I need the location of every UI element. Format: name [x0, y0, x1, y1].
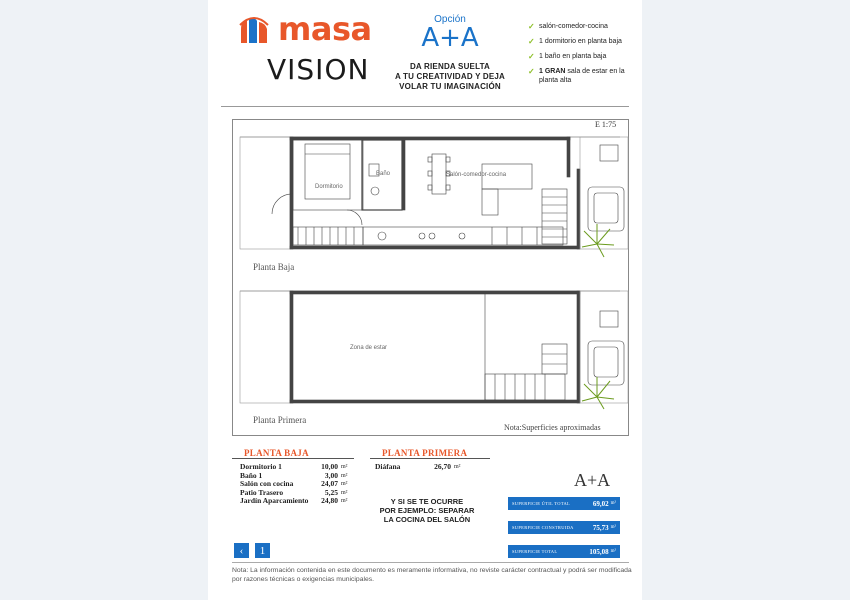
table-row: Dormitorio 1 10,00 m²	[240, 462, 348, 471]
surfaces-note: Nota:Superficies aproximadas	[504, 423, 601, 432]
first-floor-title: PLANTA PRIMERA	[382, 448, 468, 458]
tagline-line: A TU CREATIVIDAD Y DEJA	[394, 72, 506, 81]
callout-text	[372, 497, 482, 524]
footer-divider	[232, 562, 629, 563]
summary-option-code: A+A	[574, 470, 611, 490]
total-area-box: SUPERFICIE TOTAL 105,08 m²	[508, 545, 620, 558]
callout-line: POR EJEMPLO: SEPARAR	[379, 506, 475, 515]
callout-line: LA COCINA DEL SALÓN	[383, 515, 471, 524]
feature-item: ✓ 1 baño en planta baja	[528, 52, 607, 61]
feature-item: ✓ 1 GRAN sala de estar en la planta alta	[528, 67, 625, 84]
first-floor-areas	[375, 463, 460, 472]
feature-list	[528, 22, 638, 91]
product-name: VISION	[267, 53, 370, 86]
room-label-salon: Salón-comedor-cocina	[446, 172, 507, 178]
feature-item: ✓ salón-comedor-cocina	[528, 22, 608, 31]
header-divider	[221, 106, 629, 107]
room-label-bano: Baño	[376, 171, 391, 177]
table-row: Diáfana 26,70 m²	[375, 462, 461, 471]
table-row: Jardín Aparcamiento 24,80 m²	[240, 496, 348, 505]
callout-line: Y SI SE TE OCURRE	[390, 497, 464, 506]
ground-floor-areas	[240, 463, 347, 506]
checkmark-icon: ✓	[528, 22, 535, 31]
tagline-line: VOLAR TU IMAGINACIÓN	[399, 82, 501, 91]
table-row: Salón con cocina 24,07 m²	[240, 479, 348, 488]
brand-name: masa	[278, 10, 372, 48]
feature-item: ✓ 1 dormitorio en planta baja	[528, 37, 622, 46]
ground-floor-title-rule	[232, 458, 354, 459]
option-code: A+A	[421, 23, 479, 53]
room-label-dormitorio: Dormitorio	[315, 184, 343, 190]
tagline	[386, 62, 514, 92]
chevron-left-icon[interactable]: ‹	[234, 543, 249, 558]
legal-footnote: Nota: La información contenida en este documento es meramente informativa, no reviste carácter contractual y podrá ser modificada por razones técnicas o exigencias municipales.	[232, 567, 632, 583]
pager	[234, 543, 270, 558]
checkmark-icon: ✓	[528, 52, 535, 61]
page-number-button[interactable]: 1	[255, 543, 270, 558]
floor-plan-drawing	[232, 119, 629, 436]
total-usable-area-box: SUPERFICIE ÚTIL TOTAL 69,02 m²	[508, 497, 620, 510]
tagline-line: DA RIENDA SUELTA	[409, 62, 491, 71]
table-row: Patio Trasero 5,25 m²	[240, 487, 348, 497]
table-row: Baño 1 3,00 m²	[240, 470, 348, 480]
checkmark-icon: ✓	[528, 67, 535, 76]
option-label: Opción	[434, 14, 466, 25]
built-area-box: SUPERFICIE CONSTRUIDA 75,73 m²	[508, 521, 620, 534]
scale-label: E 1:75	[595, 120, 617, 129]
first-floor-label: Planta Primera	[253, 415, 307, 425]
room-label-zona-estar: Zona de estar	[350, 345, 388, 351]
masa-logo-icon	[237, 13, 271, 47]
ground-floor-title: PLANTA BAJA	[244, 448, 309, 458]
checkmark-icon: ✓	[528, 37, 535, 46]
first-floor-title-rule	[370, 458, 490, 459]
ground-floor-label: Planta Baja	[253, 262, 295, 272]
